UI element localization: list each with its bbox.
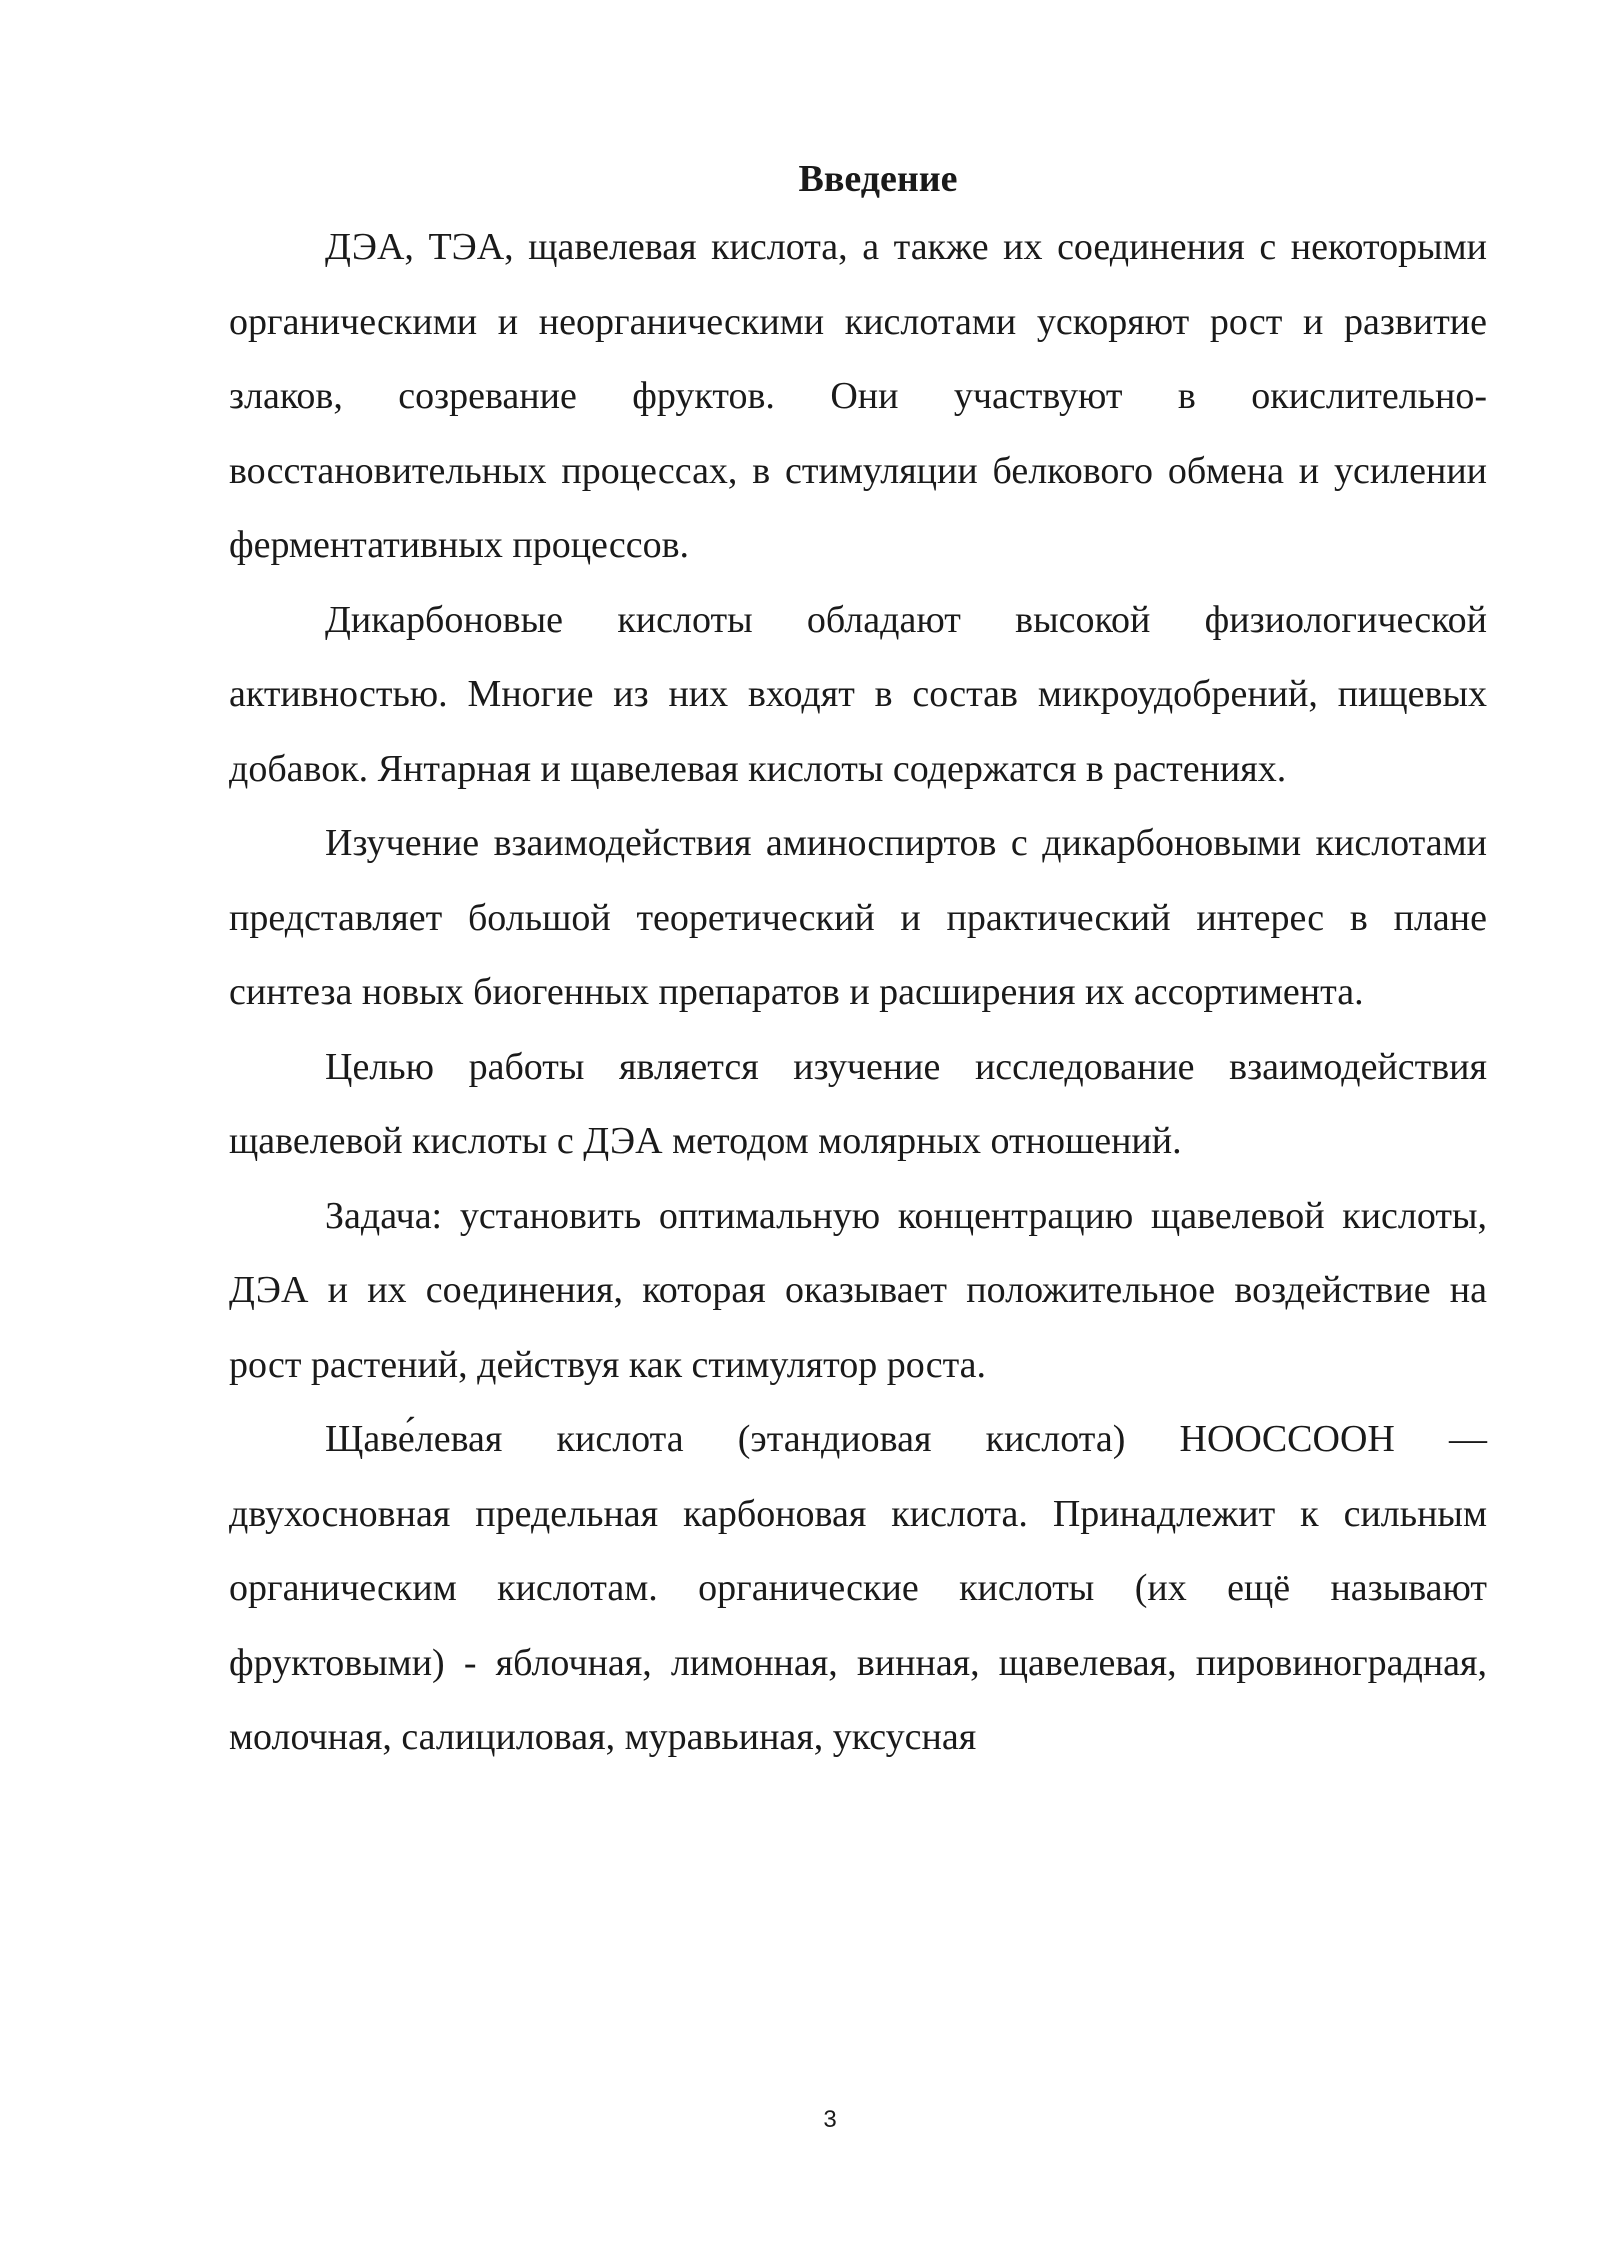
- paragraph-intro: ДЭА, ТЭА, щавелевая кислота, а также их соединения с некоторыми органическими и неорганическими кислотами ускоряют рост и развитие злаков, созревание фруктов. Они участвуют в окислительно-восстановительных процессах, в стимуляции белкового обмена и усилении ферментативных процессов.: [229, 226, 1487, 566]
- page-content: [229, 148, 1487, 1775]
- paragraph-study-interest: Изучение взаимодействия аминоспиртов с дикарбоновыми кислотами представляет большой теоретический и практический интерес в плане синтеза новых биогенных препаратов и расширения их ассортимента.: [229, 822, 1487, 1013]
- paragraph-dicarboxylic-acids: Дикарбоновые кислоты обладают высокой физиологической активностью. Многие из них входят в состав микроудобрений, пищевых добавок. Янтарная и щавелевая кислоты содержатся в растениях.: [229, 598, 1487, 790]
- paragraph-oxalic-acid: Щаве́левая кислота (этандиовая кислота) HOOCCOOH — двухосновная предельная карбоновая кислота. Принадлежит к сильным органическим кислотам. органические кислоты (их ещё называют фруктовыми) - яблочная, лимонная, винная, щавелевая, пировиноградная, молочная, салициловая, муравьиная, уксусная: [229, 1418, 1487, 1758]
- page-number: 3: [823, 2106, 837, 2133]
- paragraph-task: Задача: установить оптимальную концентрацию щавелевой кислоты, ДЭА и их соединения, которая оказывает положительное воздействие на рост растений, действуя как стимулятор роста.: [229, 1194, 1487, 1386]
- section-title: Введение: [798, 158, 958, 200]
- paragraph-goal: Целью работы является изучение исследование взаимодействия щавелевой кислоты с ДЭА методом молярных отношений.: [229, 1045, 1487, 1162]
